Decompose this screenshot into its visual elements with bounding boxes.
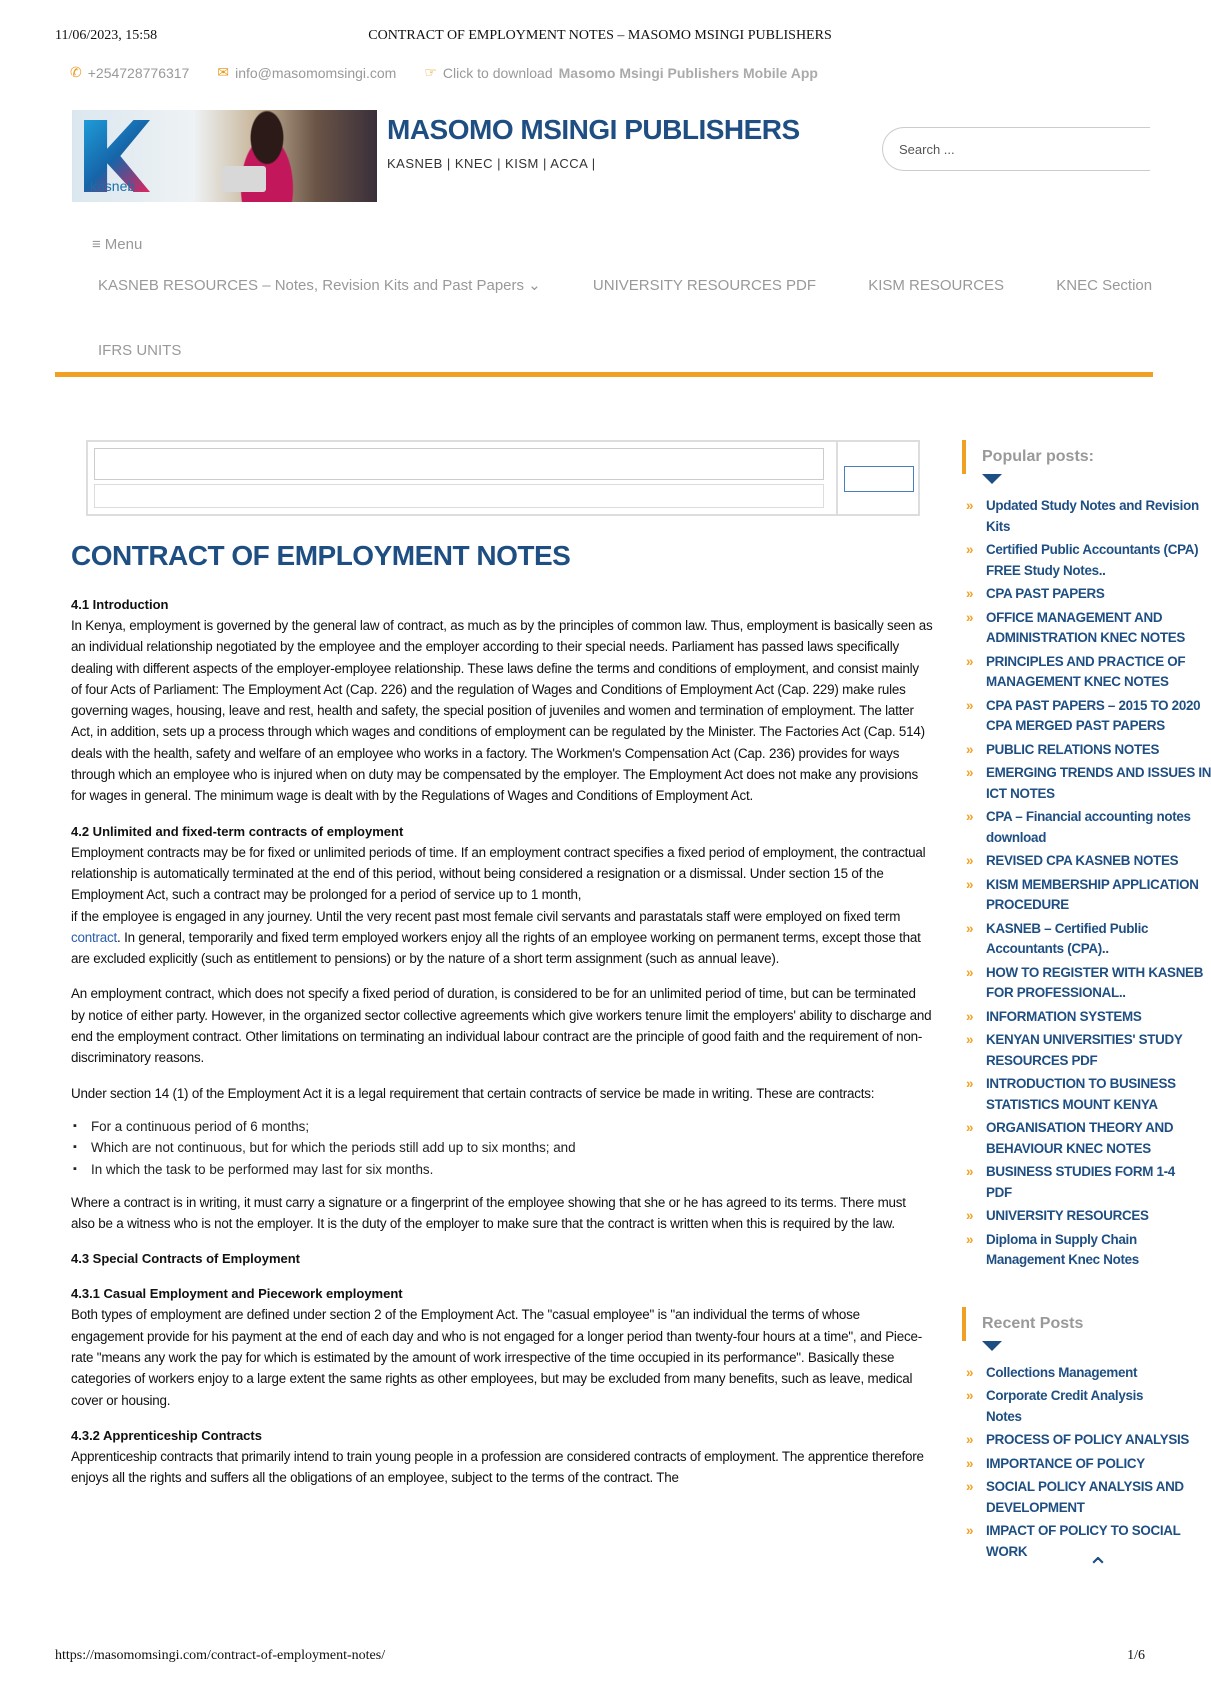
ad-divider [836, 442, 838, 514]
paragraph: if the employee is engaged in any journey. Until the very recent past most female civil servants and parastatals staff were employed on fixed term contract. In general, temporarily and fixed term employed workers enjoy all the rights of an employee working on permanent terms, except those that are excluded explicitly (such as entitlement to pensions) or by the nature of a short term assignment (such as annual leave). [71, 908, 921, 967]
ad-search-box [86, 440, 920, 516]
sidebar-post-link[interactable]: » PUBLIC RELATIONS NOTES [962, 740, 1150, 761]
sidebar-post-link[interactable]: » ORGANISATION THEORY AND BEHAVIOUR KNEC NOTES [962, 1118, 1150, 1159]
section-heading: 4.1 Introduction [71, 597, 169, 612]
menu-toggle[interactable]: ≡ Menu [92, 236, 143, 253]
nav-item-kasneb[interactable]: KASNEB RESOURCES – Notes, Revision Kits and Past Papers ⌄ [98, 277, 541, 294]
list-item: ▪ For a continuous period of 6 months; [91, 1116, 933, 1137]
contract-link[interactable]: contract [71, 929, 118, 945]
paragraph: An employment contract, which does not specify a fixed period of duration, is considered to be for an unlimited period of time, but can be terminated by notice of either party. However, in the organized sector collective agreements which give workers tenure limit the employers' ability to discharge and end the employment contract. Other limitations on terminating an individual labour contract are the principle of good faith and the requirement of non-discriminatory reasons. [71, 986, 932, 1066]
sidebar-post-link[interactable]: » Corporate Credit Analysis Notes [962, 1386, 1150, 1427]
popular-posts-title: Popular posts: [962, 440, 1150, 474]
sidebar-post-link[interactable]: » Diploma in Supply Chain Management Knec Notes [962, 1230, 1150, 1271]
print-title: CONTRACT OF EMPLOYMENT NOTES – MASOMO MSINGI PUBLISHERS [368, 28, 832, 43]
sidebar-post-link[interactable]: » EMERGING TRENDS AND ISSUES IN ICT NOTES [962, 763, 1150, 804]
triangle-down-icon [982, 474, 1002, 484]
search-placeholder: Search ... [899, 141, 955, 157]
sidebar-post-link[interactable]: » CPA – Financial accounting notes download [962, 807, 1150, 848]
paragraph: Both types of employment are defined under section 2 of the Employment Act. The "casual employee" is "an individual the terms of whose engagement provide for his payment at the end of each day and who is not engaged for a longer period than twenty-four hours at a time", and Piece-rate "means any work the pay for which is estimated by the amount of work irrespective of the time occupied in its performance". Basically these categories of workers enjoy to a large extent the same rights as other employees, but may be excluded from many benefits, such as leave, medical cover or housing. [71, 1307, 922, 1408]
sidebar-post-link[interactable]: » Updated Study Notes and Revision Kits [962, 496, 1150, 537]
sidebar-post-link[interactable]: » BUSINESS STUDIES FORM 1-4 PDF [962, 1162, 1150, 1203]
section-heading: 4.3.2 Apprenticeship Contracts [71, 1427, 262, 1443]
sidebar-post-link[interactable]: » HOW TO REGISTER WITH KASNEB FOR PROFESSIONAL.. [962, 963, 1150, 1004]
pointer-hand-icon: ☞ [424, 64, 437, 80]
nav-divider [55, 372, 1153, 377]
bullet-list [91, 1116, 933, 1180]
ad-input-secondary[interactable] [94, 484, 824, 508]
nav-item-kism[interactable]: KISM RESOURCES [868, 277, 1005, 294]
sidebar-post-link[interactable]: » CPA PAST PAPERS – 2015 TO 2020 CPA MERGED PAST PAPERS [962, 696, 1150, 737]
paragraph: Employment contracts may be for fixed or unlimited periods of time. If an employment contract specifies a fixed period of employment, the contractual relationship is automatically terminated at the end of this period, without being considered a resignation or a dismissal. Under section 15 of the Employment Act, such a contract may be prolonged for a period of service up to 1 month, [71, 844, 926, 903]
list-item: ▪ In which the task to be performed may last for six months. [91, 1159, 933, 1180]
sidebar-post-link[interactable]: » Certified Public Accountants (CPA) FREE Study Notes.. [962, 540, 1150, 581]
site-logo[interactable] [72, 110, 377, 202]
sidebar-post-link[interactable]: » KISM MEMBERSHIP APPLICATION PROCEDURE [962, 875, 1150, 916]
sidebar-post-link[interactable]: » CPA PAST PAPERS [962, 584, 1150, 605]
popular-posts-list [962, 496, 1211, 1271]
print-header [55, 28, 1145, 48]
sidebar-post-link[interactable]: » INFORMATION SYSTEMS [962, 1007, 1150, 1028]
nav-item-ifrs[interactable]: IFRS UNITS [98, 342, 182, 359]
hamburger-icon: ≡ [92, 236, 101, 253]
sidebar-post-link[interactable]: » PRINCIPLES AND PRACTICE OF MANAGEMENT KNEC NOTES [962, 652, 1150, 693]
sidebar-post-link[interactable]: » SOCIAL POLICY ANALYSIS AND DEVELOPMENT [962, 1477, 1150, 1518]
article [71, 540, 933, 1489]
main-nav [98, 276, 1153, 298]
site-tagline: KASNEB | KNEC | KISM | ACCA | [387, 156, 596, 171]
nav-item-university[interactable]: UNIVERSITY RESOURCES PDF [592, 277, 817, 294]
triangle-down-icon [982, 1341, 1002, 1351]
ad-button[interactable] [844, 466, 914, 492]
nav-item-knec[interactable]: KNEC Section [1056, 277, 1153, 294]
laptop-graphic [222, 166, 266, 192]
ad-input[interactable] [94, 448, 824, 480]
print-page-number: 1/6 [1127, 1648, 1145, 1663]
sidebar-post-link[interactable]: » Collections Management [962, 1363, 1150, 1384]
sidebar-post-link[interactable]: » IMPACT OF POLICY TO SOCIAL WORK [962, 1521, 1150, 1562]
article-title: CONTRACT OF EMPLOYMENT NOTES [71, 540, 571, 571]
site-title[interactable]: MASOMO MSINGI PUBLISHERS [387, 114, 800, 145]
sidebar-post-link[interactable]: » KENYAN UNIVERSITIES' STUDY RESOURCES PDF [962, 1030, 1150, 1071]
paragraph: Where a contract is in writing, it must carry a signature or a fingerprint of the employee showing that she or he has agreed to its terms. There must also be a witness who is not the employer. It is the duty of the employer to make sure that the contract is written when this is required by the law. [71, 1194, 906, 1232]
app-link-label: Masomo Msingi Publishers Mobile App [558, 64, 818, 81]
phone-icon: ✆ [70, 64, 82, 80]
sidebar [962, 440, 1211, 1565]
envelope-icon: ✉ [217, 64, 230, 80]
list-item: ▪ Which are not continuous, but for which the periods still add up to six months; and [91, 1137, 933, 1158]
scroll-to-top-icon[interactable]: ⌃ [1084, 1556, 1112, 1578]
section-heading: 4.2 Unlimited and fixed-term contracts of employment [71, 823, 404, 839]
sidebar-post-link[interactable]: » KASNEB – Certified Public Accountants (CPA).. [962, 919, 1150, 960]
email-link[interactable]: ✉ info@masomomsingi.com [217, 64, 397, 81]
sidebar-post-link[interactable]: » INTRODUCTION TO BUSINESS STATISTICS MOUNT KENYA [962, 1074, 1150, 1115]
sidebar-post-link[interactable]: » PROCESS OF POLICY ANALYSIS [962, 1430, 1150, 1451]
sidebar-post-link[interactable]: » REVISED CPA KASNEB NOTES [962, 851, 1150, 872]
sidebar-post-link[interactable]: » IMPORTANCE OF POLICY [962, 1454, 1150, 1475]
search-input[interactable] [882, 127, 1150, 171]
section-heading: 4.3 Special Contracts of Employment [71, 1251, 301, 1267]
kasneb-logo-text: kasneb [90, 178, 136, 194]
sidebar-post-link[interactable]: » OFFICE MANAGEMENT AND ADMINISTRATION KNEC NOTES [962, 608, 1150, 649]
paragraph: Apprenticeship contracts that primarily intend to train young people in a profession are considered contracts of employment. The apprentice therefore enjoys all the rights and suffers all the obligations of an employee, subject to the terms of the contract. The [71, 1448, 924, 1486]
download-link[interactable]: ☞ Click to download Masomo Msingi Publishers Mobile App [424, 64, 818, 81]
recent-posts-title: Recent Posts [962, 1307, 1150, 1341]
top-contact-bar [70, 64, 818, 81]
paragraph: In Kenya, employment is governed by the general law of contract, as much as by the principles of common law. Thus, employment is basically seen as an individual relationship negotiated by the employee and the employer according to their special needs. Parliament has passed laws specifically dealing with different aspects of the employer-employee relationship. These laws define the terms and conditions of employment, and consist mainly of four Acts of Parliament: The Employment Act (Cap. 226) and the regulation of Wages and Conditions of Employment Act (Cap. 229) make rules governing wages, housing, leave and rest, health and safety, the special position of juveniles and women and termination of employment. The latter Act, in addition, sets up a process through which wages and conditions of employment can be regulated by the Minister. The Factories Act (Cap. 514) deals with the health, safety and welfare of an employee who works in a factory. The Workmen's Compensation Act (Cap. 236) provides for ways through which an employee who is injured when on duty may be compensated by the employer. The Employment Act does not make any provisions for wages in general. The minimum wage is dealt with by the Regulations of Wages and Conditions of Employment Act. [71, 618, 933, 804]
print-date: 11/06/2023, 15:58 [55, 28, 158, 43]
paragraph: Under section 14 (1) of the Employment Act it is a legal requirement that certain contracts of service be made in writing. These are contracts: [71, 1085, 875, 1101]
phone-link[interactable]: ✆ +254728776317 [70, 64, 190, 81]
section-heading: 4.3.1 Casual Employment and Piecework employment [71, 1286, 403, 1302]
sidebar-post-link[interactable]: » UNIVERSITY RESOURCES [962, 1206, 1150, 1227]
recent-posts-list [962, 1363, 1190, 1563]
print-url: https://masomomsingi.com/contract-of-employment-notes/ [55, 1648, 386, 1663]
print-footer [55, 1648, 1145, 1668]
